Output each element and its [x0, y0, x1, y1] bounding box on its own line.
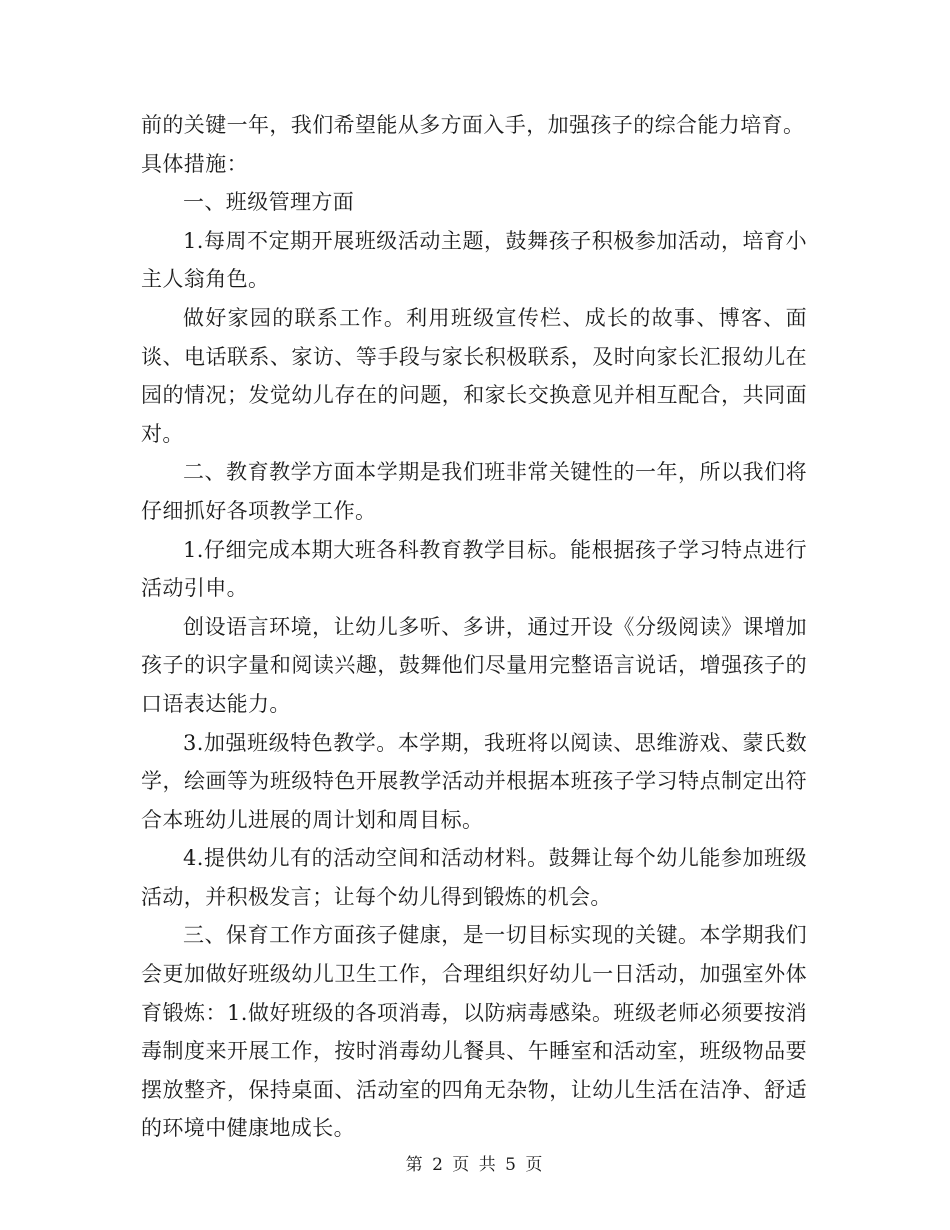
paragraph-4: 做好家园的联系工作。利用班级宣传栏、成长的故事、博客、面谈、电话联系、家访、等手段与家长积极联系，及时向家长汇报幼儿在园的情况；发觉幼儿存在的问题，和家长交换意见并相互配合，共同面对。	[141, 305, 807, 446]
paragraph-3: 1.每周不定期开展班级活动主题，鼓舞孩子积极参加活动，培育小主人翁角色。	[141, 228, 807, 292]
paragraph-2: 具体措施：	[141, 151, 248, 176]
paragraph-8: 4.提供幼儿有的活动空间和活动材料。鼓舞让每个幼儿能参加班级活动，并积极发言；让每个幼儿得到锻炼的机会。	[141, 846, 807, 909]
paragraph-5: 1.仔细完成本期大班各科教育教学目标。能根据孩子学习特点进行活动引申。	[141, 537, 807, 601]
paragraph-6: 创设语言环境，让幼儿多听、多讲，通过开设《分级阅读》课增加孩子的识字量和阅读兴趣，鼓舞他们尽量用完整语言说话，增强孩子的口语表达能力。	[141, 614, 807, 716]
paragraph-7: 3.加强班级特色教学。本学期，我班将以阅读、思维游戏、蒙氏数学，绘画等为班级特色开展教学活动并根据本班孩子学习特点制定出符合本班幼儿进展的周计划和周目标。	[141, 730, 807, 832]
section-heading-care: 三、保育工作方面孩子健康，是一切目标实现的关键。本学期我们会更加做好班级幼儿卫生工作，合理组织好幼儿一日活动，加强室外体育锻炼：1.做好班级的各项消毒，以防病毒感染。班级老师必须要按消毒制度来开展工作，按时消毒幼儿餐具、午睡室和活动室，班级物品要摆放整齐，保持桌面、活动室的四角无杂物，让幼儿生活在洁净、舒适的环境中健康地成长。	[141, 923, 807, 1141]
paragraph-1: 前的关键一年，我们希望能从多方面入手，加强孩子的综合能力培育。	[141, 113, 805, 137]
section-heading-class-management: 一、班级管理方面	[183, 190, 355, 215]
document-body	[141, 106, 807, 1148]
section-heading-teaching: 二、教育教学方面本学期是我们班非常关键性的一年，所以我们将仔细抓好各项教学工作。	[141, 460, 807, 523]
page-number-footer: 第 2 页 共 5 页	[405, 1155, 545, 1175]
